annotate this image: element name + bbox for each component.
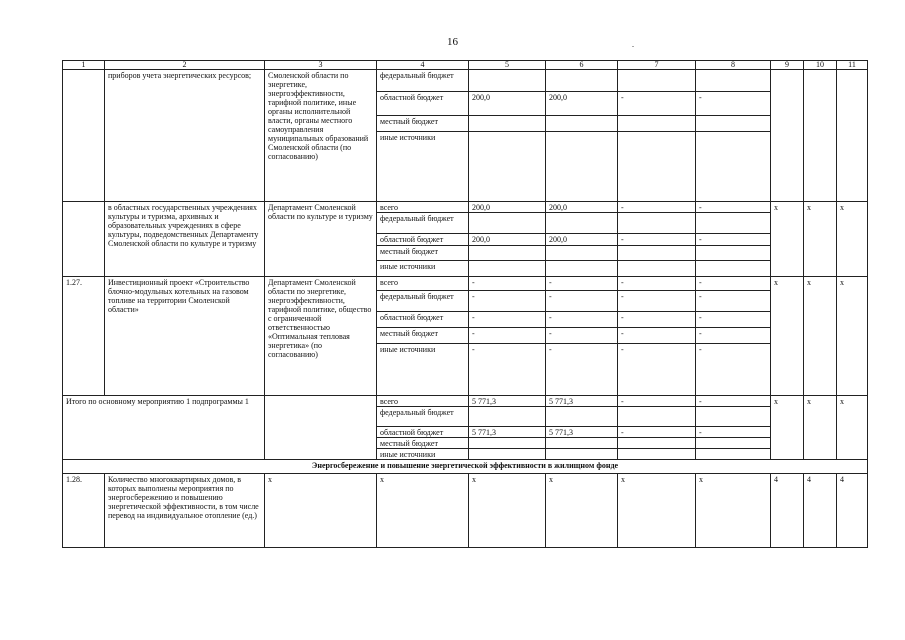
value-cell: - (618, 396, 696, 407)
value-cell: - (546, 291, 618, 312)
value-cell: - (469, 344, 546, 396)
value-cell: 200,0 (546, 92, 618, 116)
value-cell (546, 407, 618, 427)
section-row (63, 460, 868, 474)
value-cell: 5 771,3 (469, 396, 546, 407)
value-cell: - (696, 277, 771, 291)
total-label: Итого по основному мероприятию 1 подпрограммы 1 (63, 396, 265, 460)
col-number: 11 (837, 61, 868, 70)
value-cell: - (618, 202, 696, 213)
value-cell: 4 (837, 474, 868, 548)
value-cell (469, 438, 546, 449)
value-cell (469, 213, 546, 234)
value-cell: x (804, 396, 837, 460)
value-cell: - (469, 312, 546, 328)
row-number (63, 70, 105, 202)
value-cell: 5 771,3 (469, 427, 546, 438)
value-cell (618, 116, 696, 132)
table-row (63, 202, 868, 213)
value-cell: - (618, 427, 696, 438)
value-cell: 200,0 (546, 234, 618, 246)
source-label: областной бюджет (377, 427, 469, 438)
value-cell (546, 116, 618, 132)
value-cell (546, 449, 618, 460)
value-cell (618, 246, 696, 261)
value-cell: - (696, 234, 771, 246)
source-label: местный бюджет (377, 438, 469, 449)
value-cell (546, 132, 618, 202)
col-number: 5 (469, 61, 546, 70)
executor (265, 396, 377, 460)
source-label: местный бюджет (377, 116, 469, 132)
value-cell: - (618, 92, 696, 116)
value-cell (696, 116, 771, 132)
measure-name: Инвестиционный проект «Строительство блочно-модульных котельных на газовом топливе на территории Смоленской области» (105, 277, 265, 396)
value-cell: 4 (804, 474, 837, 548)
value-cell: - (696, 328, 771, 344)
value-cell: - (469, 291, 546, 312)
source-label: всего (377, 277, 469, 291)
col-number: 2 (105, 61, 265, 70)
source-label: иные источники (377, 261, 469, 277)
measure-name: приборов учета энергетических ресурсов; (105, 70, 265, 202)
budget-table (62, 60, 868, 548)
table-row (63, 70, 868, 92)
value-cell: x (771, 396, 804, 460)
value-cell (546, 261, 618, 277)
value-cell (469, 246, 546, 261)
executor: Смоленской области по энергетике, энергоэффективности, тарифной политике, иные органы исполнительной власти, органы местного самоуправления муниципальных образований Смоленской области (по согласованию) (265, 70, 377, 202)
value-cell: x (837, 202, 868, 277)
executor: Департамент Смоленской области по культуре и туризму (265, 202, 377, 277)
page-number: 16 (447, 36, 458, 48)
value-cell: x (546, 474, 618, 548)
value-cell: - (618, 234, 696, 246)
value-cell: - (696, 202, 771, 213)
value-cell: - (696, 396, 771, 407)
value-cell: 200,0 (469, 234, 546, 246)
value-cell: x (837, 396, 868, 460)
table-row (63, 277, 868, 291)
value-cell: x (618, 474, 696, 548)
source-label: всего (377, 396, 469, 407)
source-label: всего (377, 202, 469, 213)
source-label: иные источники (377, 449, 469, 460)
value-cell: 5 771,3 (546, 396, 618, 407)
value-cell: 200,0 (469, 202, 546, 213)
value-cell (469, 449, 546, 460)
column-number-row (63, 61, 868, 70)
value-cell: 4 (771, 474, 804, 548)
value-cell (618, 132, 696, 202)
table-row (63, 396, 868, 407)
value-cell: - (618, 291, 696, 312)
value-cell: - (546, 277, 618, 291)
value-cell: - (469, 328, 546, 344)
value-cell: x (469, 474, 546, 548)
source-label: областной бюджет (377, 312, 469, 328)
col-number: 3 (265, 61, 377, 70)
value-cell (546, 213, 618, 234)
value-cell (618, 261, 696, 277)
source-label: иные источники (377, 344, 469, 396)
value-cell (696, 261, 771, 277)
source-label: федеральный бюджет (377, 291, 469, 312)
source-label: местный бюджет (377, 246, 469, 261)
value-cell: - (696, 344, 771, 396)
value-cell (469, 132, 546, 202)
col-number: 10 (804, 61, 837, 70)
value-cell: x (771, 202, 804, 277)
value-cell (696, 407, 771, 427)
value-cell: - (546, 328, 618, 344)
row-number: 1.27. (63, 277, 105, 396)
value-cell: 200,0 (469, 92, 546, 116)
value-cell (696, 246, 771, 261)
value-cell (469, 116, 546, 132)
source-label: местный бюджет (377, 328, 469, 344)
value-cell (771, 70, 804, 202)
value-cell: - (618, 277, 696, 291)
value-cell: - (618, 312, 696, 328)
value-cell: x (804, 277, 837, 396)
value-cell (618, 70, 696, 92)
value-cell (696, 213, 771, 234)
source-label: федеральный бюджет (377, 407, 469, 427)
value-cell: x (804, 202, 837, 277)
value-cell: 5 771,3 (546, 427, 618, 438)
source-label: федеральный бюджет (377, 213, 469, 234)
value-cell (469, 261, 546, 277)
value-cell: - (546, 312, 618, 328)
value-cell (546, 70, 618, 92)
source-label: федеральный бюджет (377, 70, 469, 92)
col-number: 1 (63, 61, 105, 70)
value-cell: - (696, 427, 771, 438)
value-cell: - (696, 291, 771, 312)
value-cell: x (265, 474, 377, 548)
value-cell (618, 438, 696, 449)
col-number: 6 (546, 61, 618, 70)
value-cell: x (377, 474, 469, 548)
value-cell (618, 213, 696, 234)
row-number (63, 202, 105, 277)
value-cell: x (837, 277, 868, 396)
page-mark: . (632, 40, 634, 49)
col-number: 4 (377, 61, 469, 70)
value-cell (696, 132, 771, 202)
measure-name: в областных государственных учреждениях культуры и туризма, архивных и образовательных учреждениях в сфере культуры, подведомственных Департаменту Смоленской области по культуре и туризму (105, 202, 265, 277)
row-number: 1.28. (63, 474, 105, 548)
measure-name: Количество многоквартирных домов, в которых выполнены мероприятия по энергосбережению и повышению энергетической эффективности, в том числе перевод на индивидуальное отопление (ед.) (105, 474, 265, 548)
section-title: Энергосбережение и повышение энергетической эффективности в жилищном фонде (63, 460, 868, 474)
value-cell (546, 438, 618, 449)
source-label: областной бюджет (377, 234, 469, 246)
executor: Департамент Смоленской области по энергетике, энергоэффективности, тарифной политике, общество с ограниченной ответственностью «Оптимальная тепловая энергетика» (по согласованию) (265, 277, 377, 396)
value-cell (618, 449, 696, 460)
value-cell: x (696, 474, 771, 548)
value-cell (618, 407, 696, 427)
value-cell (837, 70, 868, 202)
value-cell (469, 70, 546, 92)
value-cell (804, 70, 837, 202)
col-number: 7 (618, 61, 696, 70)
value-cell (546, 246, 618, 261)
value-cell (696, 70, 771, 92)
value-cell: x (771, 277, 804, 396)
value-cell (696, 449, 771, 460)
value-cell: 200,0 (546, 202, 618, 213)
value-cell (696, 438, 771, 449)
value-cell: - (469, 277, 546, 291)
value-cell (469, 407, 546, 427)
source-label: иные источники (377, 132, 469, 202)
value-cell: - (546, 344, 618, 396)
value-cell: - (696, 312, 771, 328)
table-row (63, 474, 868, 548)
col-number: 9 (771, 61, 804, 70)
value-cell: - (696, 92, 771, 116)
value-cell: - (618, 344, 696, 396)
col-number: 8 (696, 61, 771, 70)
value-cell: - (618, 328, 696, 344)
source-label: областной бюджет (377, 92, 469, 116)
